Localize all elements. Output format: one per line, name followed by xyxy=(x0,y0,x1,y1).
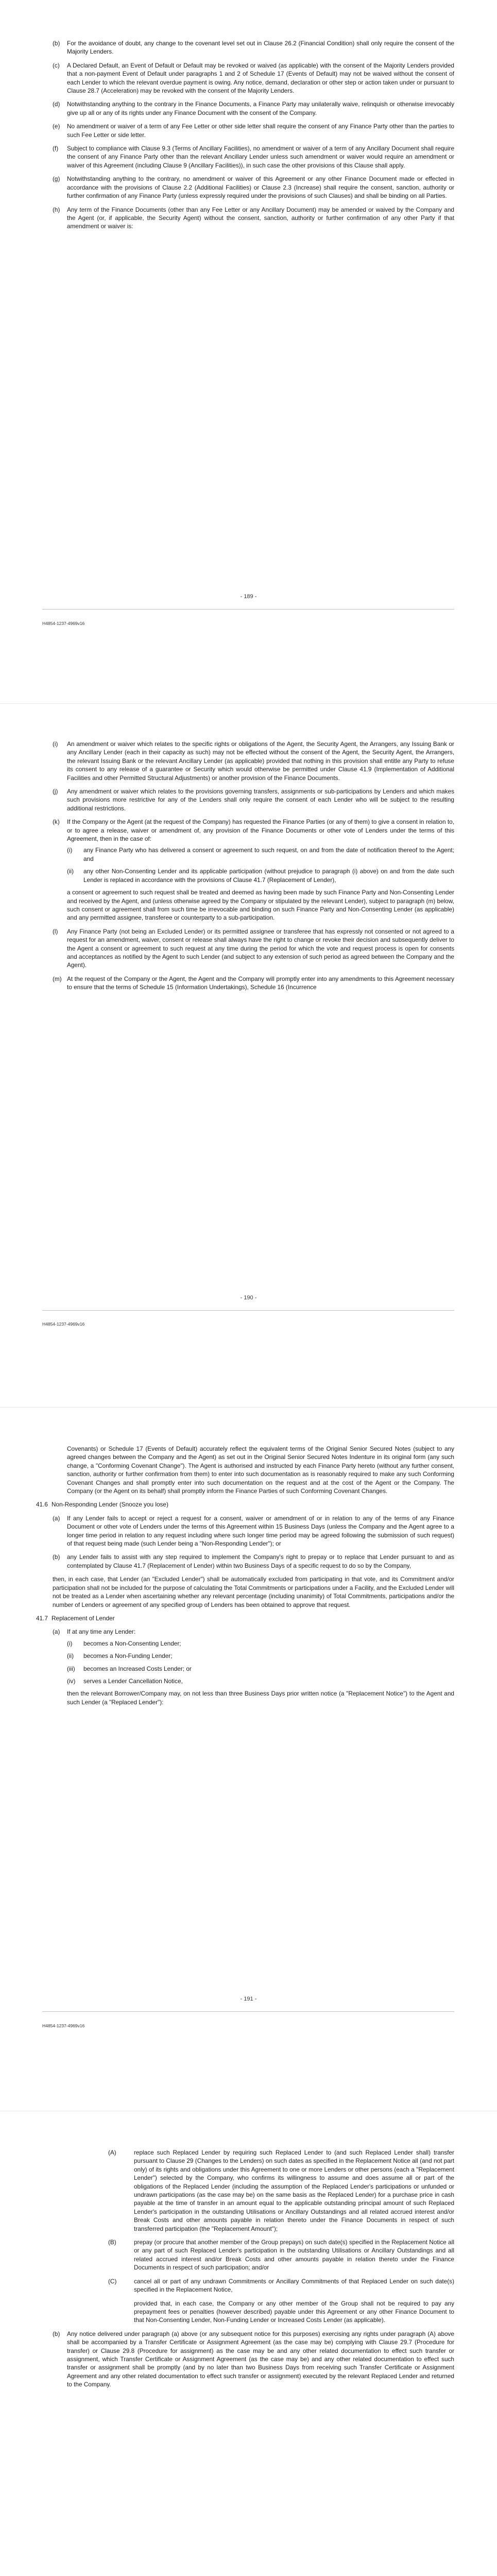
clause-paragraph: (f) Subject to compliance with Clause 9.3 (Terms of Ancillary Facilities), no amendment or waiver of a term of any Ancillary Document shall require the consent of any Finance Party other than the relevant Ancillary Lender unless such amendment or waiver would require an amendment or waiver of this Agreement (including Clause 9 (Ancillary Facilities)), in such case the other provisions of this Clause shall apply. xyxy=(53,145,454,169)
page-number: - 189 - xyxy=(240,594,257,600)
document-reference: H4854-1237-4969v16 xyxy=(42,1321,85,1327)
page-190 xyxy=(0,704,497,1407)
clause-paragraph: (l) Any Finance Party (not being an Excluded Lender) or its permitted assignee or transferee that has expressly not consented or not agreed to a request for an amendment, waiver, consent or release shall always have the right to change or revoke their decision and subsequently deliver to the Agent a consent or agreement to such request at any time during the period for which the vote and request process is open for consents and acceptances as notified by the Agent to such Lender (and subject to any extension of such period as agreed between the Company and the Agent). xyxy=(53,927,454,969)
page-191 xyxy=(0,1408,497,2111)
footer-rule xyxy=(42,1310,454,1311)
page-number: - 190 - xyxy=(240,1295,257,1301)
clause-paragraph: (e) No amendment or waiver of a term of any Fee Letter or other side letter shall require the consent of any Finance Party other than the parties to such Fee Letter or side letter. xyxy=(53,123,454,139)
section-heading: 41.7 Replacement of Lender xyxy=(36,1614,115,1622)
page-body xyxy=(42,2148,454,2394)
continued-paragraph: Covenants) or Schedule 17 (Events of Default) accurately reflect the equivalent terms of the Original Senior Secured Notes (subject to any agreed changes between the Company and the Agent) as set out in the Original Senior Secured Notes Indenture in its original form (any such change, a "Conforming Covenant Change"). The Agent is authorised and instructed by each Finance Party hereto (without any further consent, sanction, authority or further confirmation from them) to enter into such documentation as is reasonably required to make any such Conforming Covenant Changes and shall promptly enter into such documentation on the request and at the cost of the Agent or the Company. The Company (or the Agent on its behalf) shall promptly inform the Finance Parties of such Conforming Covenant Changes. xyxy=(67,1445,454,1495)
sub-sub-paragraph: (B) prepay (or procure that another member of the Group prepays) on such date(s) specified in the Replacement Notice all or any part of such Replaced Lender's participation in the outstanding Utilisations or Ancillary Outstandings and all related accrued interest and/or Break Costs and other amounts payable in relation thereto under the Finance Documents in respect of such participation; and/or xyxy=(108,2239,454,2272)
clause-paragraph: (b) any Lender fails to assist with any step required to implement the Company's right to prepay or to replace that Lender pursuant to and as contemplated by Clause 41.7 (Replacement of Lender) within two Business Days of a specific request to do so by the Company, xyxy=(53,1553,454,1569)
page-192 xyxy=(0,2111,497,2576)
clause-paragraph: (c) A Declared Default, an Event of Default or Default may be revoked or waived (as applicable) with the consent of the Majority Lenders provided that a non-payment Event of Default under paragraphs 1 and 2 of Schedule 17 (Events of Default) may not be waived without the consent of each Lender to which the relevant overdue payment is owing. Any notice, demand, declaration or other step or action taken under or pursuant to Clause 28.7 (Acceleration) may be revoked with the consent of the Majority Lenders. xyxy=(53,61,454,95)
sub-paragraph: (i) any Finance Party who has delivered a consent or agreement to such request, on and from the date of notification thereof to the Agent; and xyxy=(67,846,454,862)
clause-paragraph: (b) For the avoidance of doubt, any change to the covenant level set out in Clause 26.2 (Financial Condition) shall only require the consent of the Majority Lenders. xyxy=(53,40,454,56)
sub-paragraph: (iii) becomes an Increased Costs Lender; or xyxy=(67,1665,192,1672)
sub-sub-paragraph: (C) cancel all or part of any undrawn Commitments or Ancillary Commitments of that Replaced Lender on such date(s) specified in the Replacement Notice, xyxy=(108,2277,454,2294)
section-heading: 41.6 Non-Responding Lender (Snooze you lose) xyxy=(36,1501,168,1509)
document-reference: H4854-1237-4969v16 xyxy=(42,2023,85,2028)
page-189 xyxy=(0,0,497,703)
clause-paragraph: (j) Any amendment or waiver which relates to the provisions governing transfers, assignments or sub-participations by Lenders and which makes such provisions more restrictive for any of the Lenders shall only require the consent of each Lender who will be subject to the resulting additional restrictions. xyxy=(53,788,454,812)
clause-paragraph: (b) Any notice delivered under paragraph (a) above (or any subsequent notice for this purposes) exercising any rights under paragraph (A) above shall be accompanied by a Transfer Certificate or Assignment Agreement (as the case may be) complying with Clause 29.7 (Procedure for transfer) or Clause 29.8 (Procedure for assignment) as the case may be and any other related documentation to effect such transfer or assignment, which Transfer Certificate or Assignment Agreement (as the case may be) and any other related documentation to effect such transfer or assignment shall be promptly (and by no later than two Business Days from receiving such Transfer Certificate or Assignment Agreement and any other related documentation to effect such transfer or assignment) executed by the relevant Replaced Lender and returned to the Company. xyxy=(53,2330,454,2388)
clause-paragraph: (d) Notwithstanding anything to the contrary in the Finance Documents, a Finance Party may unilaterally waive, relinquish or otherwise irrevocably give up all or any of its rights under any Finance Document with the consent of the Company. xyxy=(53,100,454,116)
sub-paragraph: (ii) becomes a Non-Funding Lender; xyxy=(67,1652,173,1660)
clause-paragraph: (m) At the request of the Company or the Agent, the Agent and the Company will promptly enter into any amendments to this Agreement necessary to ensure that the terms of Schedule 15 (Information Undertakings), Schedule 16 (Incurrence xyxy=(53,975,454,991)
sub-paragraph: (i) becomes a Non-Consenting Lender; xyxy=(67,1639,181,1647)
page-body xyxy=(36,1445,454,1711)
clause-paragraph: (a) If at any time any Lender: (i) becomes a Non-Consenting Lender; (ii) becomes a Non-Funding Lender; (iii) becomes an Increased Costs Lender; or (iv) serves a Lender Cancellation Notice, then the relevant Borrower/Company may, on not less than three Business Days prior written notice (a "Replacement Notice") to the Agent and such Lender (a "Replaced Lender"): xyxy=(53,1628,454,1706)
footer-rule xyxy=(42,2011,454,2012)
clause-paragraph: (a) If any Lender fails to accept or reject a request for a consent, waiver or amendment of or in relation to any of the terms of any Finance Document or other vote of Lenders under the terms of this Agreement within 15 Business Days (unless the Company and the Agent agree to a longer time period in relation to any request including where such longer time period may be agreed following the submission of such request) of that request being made (such Lender being a "Non-Responding Lender"); or xyxy=(53,1514,454,1548)
clause-paragraph: (k) If the Company or the Agent (at the request of the Company) has requested the Finance Parties (or any of them) to give a consent in relation to, or to agree a release, waiver or amendment of, any provision of the Finance Documents or other vote of Lenders under the terms of this Agreement, then in the case of: (i) any Finance Party who has delivered a consent or agreement to such request, on and from the date of notification thereof to the Agent; and (ii) any other Non-Consenting Lender and its applicable participation (without prejudice to paragraph (i) above) on and from the date such Lender is replaced in accordance with the provisions of Clause 41.7 (Replacement of Lender), a consent or agreement to such request shall be treated and deemed as having been made by such Finance Party and Non-Consenting Lender and received by the Agent, and (unless otherwise agreed by the Company or stipulated by the relevant Lender), subject to paragraph (m) below, such consent or agreement shall from such time be irrevocable and binding on such Finance Party and Non-Consenting Lender (as applicable) and any permitted assignee, transferee or counterparty to a sub-participation. xyxy=(53,818,454,922)
proviso-paragraph: provided that, in each case, the Company or any other member of the Group shall not be required to pay any prepayment fees or penalties (however described) payable under this Agreement or any other Finance Document to that Non-Consenting Lender, Non-Funding Lender or Increased Costs Lender (as applicable). xyxy=(134,2299,454,2324)
document-reference: H4854-1237-4969v16 xyxy=(42,621,85,626)
continued-paragraph: then, in each case, that Lender (an "Excluded Lender") shall be automatically excluded from participating in that vote, and its Commitment and/or participation shall not be included for the purpose of calculating the Total Commitments or participations under a Facility, and the Excluded Lender will not be treated as a Lender when ascertaining whether any relevant percentage (including unanimity) of Total Commitments, participations and/or the number of Lenders or agreement of any specified group of Lenders has been obtained to approve that request. xyxy=(53,1575,454,1608)
page-body xyxy=(42,740,454,997)
clause-paragraph: (h) Any term of the Finance Documents (other than any Fee Letter or any Ancillary Document) may be amended or waived by the Company and the Agent (or, if applicable, the Security Agent) without the consent, sanction, authority or further confirmation of any other Party if that amendment or waiver is: xyxy=(53,206,454,230)
sub-paragraph: (ii) any other Non-Consenting Lender and its applicable participation (without prejudice to paragraph (i) above) on and from the date such Lender is replaced in accordance with the provisions of Clause 41.7 (Replacement of Lender), xyxy=(67,868,454,884)
clause-paragraph: (i) An amendment or waiver which relates to the specific rights or obligations of the Agent, the Security Agent, the Arrangers, any Issuing Bank or any Ancillary Lender (each in their capacity as such) may not be effected without the consent of the Agent, the Security Agent, the Arrangers, the relevant Issuing Bank or the relevant Ancillary Lender (as applicable) provided that nothing in this provision shall entitle any Party to refuse its consent to any release of a guarantee or Security which would otherwise be permitted under Clause 41.9 (Implementation of Additional Facilities and other Permitted Structural Adjustments) or another provision of the Finance Documents. xyxy=(53,740,454,782)
page-body xyxy=(42,39,454,236)
sub-sub-paragraph: (A) replace such Replaced Lender by requiring such Replaced Lender to (and such Replaced Lender shall) transfer pursuant to Clause 29 (Changes to the Lenders) on such dates as specified in the Replacement Notice all (and not part only) of its rights and obligations under this Agreement to one or more Lenders or other persons (each a "Replacement Lender") selected by the Company, who confirms its willingness to assume and does assume all or part of the obligations of the Replaced Lender (including the assumption of the Replaced Lender's participations or unfunded or undrawn participations (as the case may be) on the same basis as the Replaced Lender) for a purchase price in cash payable at the time of transfer in an amount equal to the applicable outstanding principal amount of such Replaced Lender's participation in the outstanding Utilisations or Ancillary Outstandings and all related accrued interest and/or Break Costs and other amounts payable in relation thereto under the Finance Documents in respect of such transferred participation (the "Replacement Amount"); xyxy=(108,2149,454,2232)
page-number: - 191 - xyxy=(240,1996,257,2002)
sub-paragraph: (iv) serves a Lender Cancellation Notice, xyxy=(67,1677,183,1685)
clause-paragraph: (g) Notwithstanding anything to the contrary, no amendment or waiver of this Agreement or any other Finance Document made or effected in accordance with the provisions of Clause 2.2 (Additional Facilities) or Clause 2.3 (Increase) shall require the consent, sanction, authority or further confirmation of any Finance Party (unless expressly required under the provisions of such Clauses) and shall be binding on all Parties. xyxy=(53,175,454,200)
